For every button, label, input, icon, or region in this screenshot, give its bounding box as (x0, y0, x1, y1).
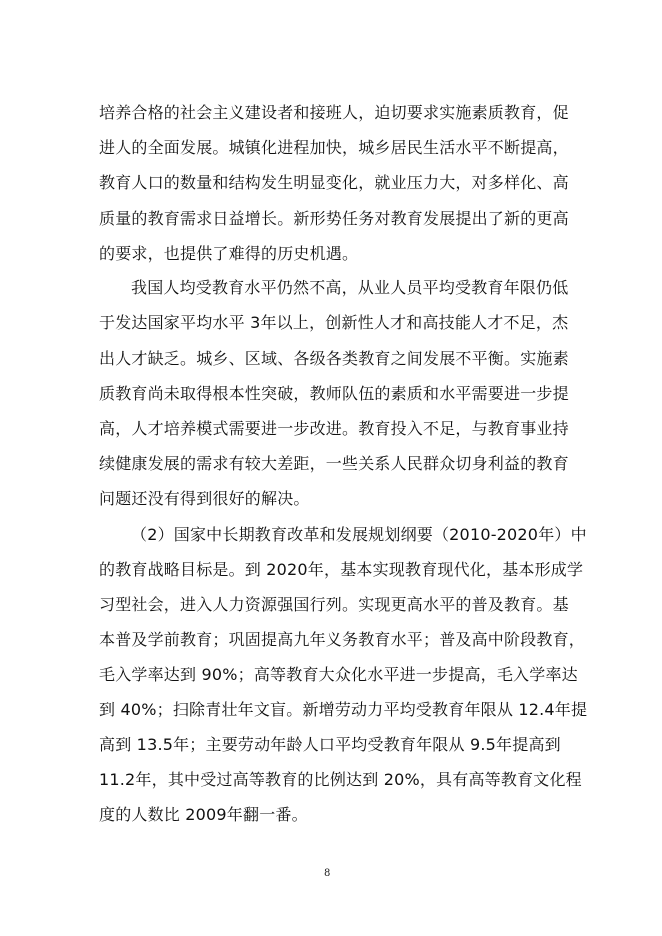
text-line: 问题还没有得到很好的解决。 (99, 489, 310, 508)
text-line: 质教育尚未取得根本性突破，教师队伍的素质和水平需要进一步提 (99, 384, 569, 403)
text-line: 我国人均受教育水平仍然不高，从业人员平均受教育年限仍低 (131, 278, 569, 297)
text-line: 的要求，也提供了难得的历史机遇。 (99, 244, 359, 263)
text-line: 续健康发展的需求有较大差距，一些关系人民群众切身利益的教育 (99, 454, 569, 473)
text-line: 高，人才培养模式需要进一步改进。教育投入不足，与教育事业持 (99, 419, 569, 438)
text-line: 的教育战略目标是。到 2020年，基本实现教育现代化，基本形成学 (99, 560, 584, 579)
text-line: 培养合格的社会主义建设者和接班人，迫切要求实施素质教育，促 (99, 103, 569, 122)
page-number: 8 (324, 868, 331, 879)
text-line: 进人的全面发展。城镇化进程加快，城乡居民生活水平不断提高， (99, 138, 569, 157)
text-line: 于发达国家平均水平 3年以上，创新性人才和高技能人才不足，杰 (99, 313, 569, 332)
text-line: 教育人口的数量和结构发生明显变化，就业压力大，对多样化、高 (99, 173, 569, 192)
text-line: 出人才缺乏。城乡、区域、各级各类教育之间发展不平衡。实施素 (99, 349, 569, 368)
text-line: （2）国家中长期教育改革和发展规划纲要（2010-2020年）中 (131, 525, 587, 544)
text-line: 高到 13.5年；主要劳动年龄人口平均受教育年限从 9.5年提高到 (99, 735, 561, 754)
text-line: 质量的教育需求日益增长。新形势任务对教育发展提出了新的更高 (99, 209, 569, 228)
text-line: 度的人数比 2009年翻一番。 (99, 805, 308, 824)
text-line: 11.2年，其中受过高等教育的比例达到 20%，具有高等教育文化程 (99, 770, 582, 789)
text-line: 习型社会，进入人力资源强国行列。实现更高水平的普及教育。基 (99, 595, 569, 614)
text-line: 本普及学前教育；巩固提高九年义务教育水平；普及高中阶段教育， (99, 630, 586, 649)
text-line: 到 40%；扫除青壮年文盲。新增劳动力平均受教育年限从 12.4年提 (99, 700, 588, 719)
text-line: 毛入学率达到 90%；高等教育大众化水平进一步提高，毛入学率达 (99, 665, 578, 684)
